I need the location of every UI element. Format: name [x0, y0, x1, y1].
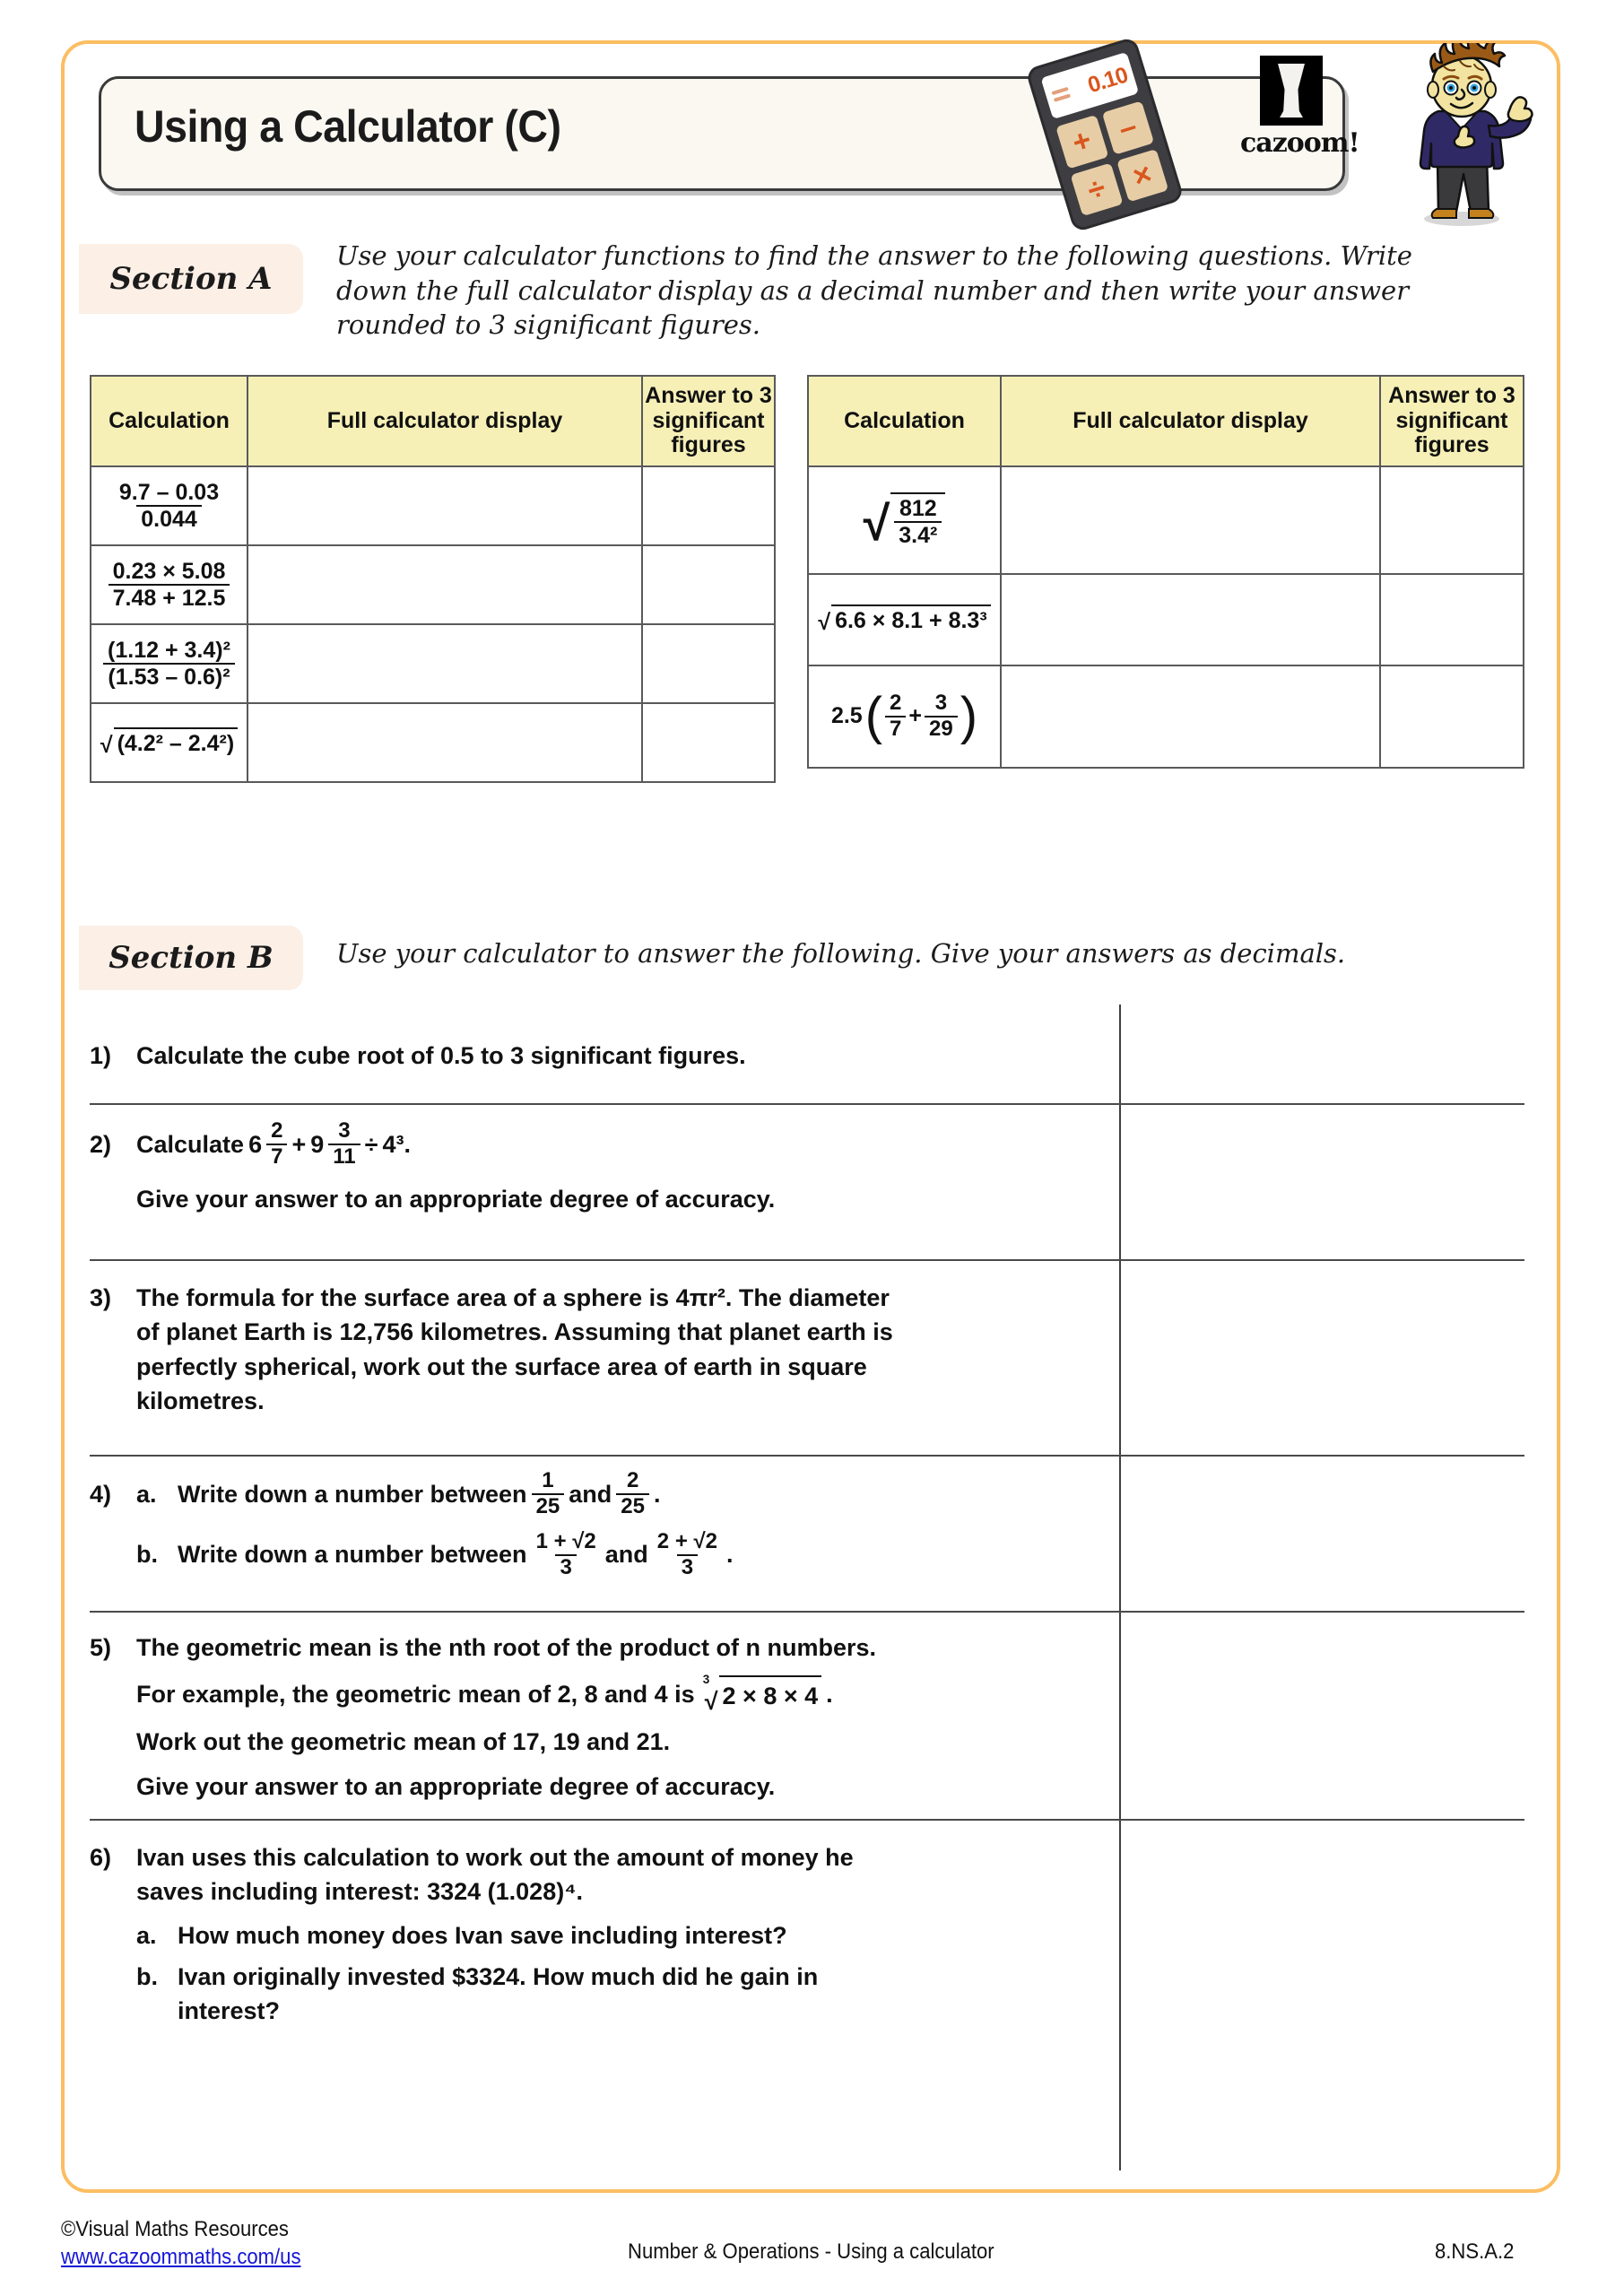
column-header-calculation: Calculation: [91, 376, 248, 466]
calculator-display-value: 0.10: [1084, 62, 1131, 98]
page-footer: [0, 2215, 1624, 2296]
section-a-label: Section A: [79, 244, 303, 314]
answer-cell-full-display[interactable]: [1001, 574, 1380, 665]
joiner-text: and: [604, 1541, 648, 1569]
trailing-period: .: [826, 1681, 833, 1709]
question-text-line-2: of planet Earth is 12,756 kilometres. Assuming that planet earth is: [136, 1318, 893, 1346]
question-text: How much money does Ivan save including interest?: [178, 1921, 787, 1949]
question-row-2: [90, 1105, 1524, 1261]
copyright-text: ©Visual Maths Resources: [61, 2217, 289, 2241]
question-text: Ivan originally invested $3324. How much did he gain in: [178, 1962, 819, 1990]
question-text-line-4: kilometres.: [136, 1387, 265, 1414]
question-row-3: [90, 1261, 1524, 1457]
question-text-line-1: The geometric mean is the nth root of the product of n numbers.: [136, 1634, 877, 1661]
fraction-numerator: 1: [542, 1468, 554, 1492]
fraction-numerator: (1.12 + 3.4)²: [108, 637, 230, 663]
fraction-numerator: 0.23 × 5.08: [112, 558, 226, 584]
fraction-denominator: 3: [677, 1554, 698, 1580]
question-text-line-2: For example, the geometric mean of 2, 8 and 4 is: [136, 1681, 695, 1709]
table-header-row: [808, 376, 1524, 466]
table-row: [808, 665, 1524, 768]
answer-cell-full-display[interactable]: [248, 624, 642, 703]
calculation-cell: [91, 545, 248, 624]
answer-cell-full-display[interactable]: [1001, 665, 1380, 768]
fraction-denominator: 3: [555, 1554, 576, 1580]
equals-icon: [1051, 87, 1071, 102]
column-header-3sf: Answer to 3 significant figures: [1380, 376, 1524, 466]
fraction-denominator: 3.4²: [894, 521, 942, 548]
answer-cell-3sf[interactable]: [642, 703, 775, 782]
calculation-cell: [91, 703, 248, 782]
power-term: 4³.: [382, 1130, 411, 1158]
fraction-denominator: 7: [885, 716, 906, 742]
table-row: [91, 466, 775, 545]
answer-cell-full-display[interactable]: [248, 545, 642, 624]
answer-cell-full-display[interactable]: [1001, 466, 1380, 574]
section-b-label: Section B: [79, 926, 303, 990]
section-a-right-table: [807, 375, 1524, 769]
fraction-denominator: 25: [616, 1493, 649, 1519]
fraction-denominator: 25: [532, 1493, 565, 1519]
fraction-numerator: 3: [934, 690, 948, 715]
table-row: [91, 624, 775, 703]
section-b-questions: [90, 1004, 1524, 2025]
question-row-4: [90, 1457, 1524, 1613]
calculator-body: [1025, 36, 1185, 232]
question-text-line-1: Ivan uses this calculation to work out the amount of money he: [136, 1844, 854, 1871]
question-number: 2): [90, 1130, 112, 1158]
subquestion-label-a: a.: [136, 1480, 157, 1508]
table-row: [91, 545, 775, 624]
operator: +: [908, 703, 923, 728]
minus-key-icon: –: [1101, 100, 1154, 154]
calculator-icon: [1025, 36, 1185, 232]
column-header-full-display: Full calculator display: [1001, 376, 1380, 466]
question-text-continued: interest?: [178, 1997, 281, 2025]
footer-left: [61, 2215, 301, 2271]
section-a-left-table: [90, 375, 776, 783]
table-header-row: [91, 376, 775, 466]
fraction-numerator: 2: [626, 1468, 639, 1492]
question-number: 1): [90, 1042, 112, 1069]
cazoom-logo: [1240, 56, 1359, 168]
subquestion-label-a: a.: [136, 1921, 157, 1949]
section-b-instructions: Use your calculator to answer the following. Give your answers as decimals.: [336, 938, 1346, 969]
answer-cell-3sf[interactable]: [1380, 665, 1524, 768]
question-lead-text: Calculate: [136, 1130, 245, 1158]
divide-key-icon: ÷: [1070, 162, 1123, 216]
column-header-calculation: Calculation: [808, 376, 1001, 466]
question-row-5: [90, 1613, 1524, 1821]
fraction-denominator: 29: [925, 716, 958, 742]
fraction-denominator: 7: [266, 1144, 287, 1170]
radicand: (4.2² – 2.4²): [114, 727, 239, 757]
fraction-denominator: 7.48 + 12.5: [109, 584, 230, 611]
calculation-cell: 2.5 ( $\frac{2}{7}$ + $\frac{3}{29}$ ): [808, 665, 1001, 768]
question-row-6: [90, 1821, 1524, 2025]
calculation-cell: [808, 574, 1001, 665]
question-text: Calculate the cube root of 0.5 to 3 significant figures.: [136, 1042, 746, 1069]
table-row: [91, 703, 775, 782]
answer-cell-full-display[interactable]: [248, 466, 642, 545]
trailing-period: .: [726, 1541, 734, 1569]
question-text-line-4: Give your answer to an appropriate degree of accuracy.: [136, 1772, 776, 1800]
footer-standard-code: 8.NS.A.2: [1435, 2239, 1515, 2264]
radicand: 2 × 8 × 4: [719, 1675, 822, 1713]
table-row: [808, 466, 1524, 574]
fraction-numerator: 3: [338, 1118, 351, 1143]
section-a-instructions: Use your calculator functions to find the answer to the following questions. Write down the full calculator display as a decimal number and then write your answer rounded to 3 significant figures.: [336, 240, 1412, 341]
question-number: 4): [90, 1480, 112, 1508]
question-number: 5): [90, 1634, 112, 1661]
question-text-line-1: The formula for the surface area of a sphere is 4πr². The diameter: [136, 1284, 890, 1311]
operator-plus: +: [291, 1130, 307, 1158]
question-text-line-3: perfectly spherical, work out the surface area of earth in square: [136, 1352, 867, 1380]
subquestion-label-b: b.: [136, 1962, 158, 1990]
page-title: Using a Calculator (C): [135, 101, 561, 152]
table-row: [808, 574, 1524, 665]
question-text: Write down a number between: [178, 1541, 527, 1569]
radicand: 6.6 × 8.1 + 8.3³: [831, 604, 991, 634]
fraction-numerator: 2: [890, 690, 902, 715]
question-row-1: [90, 1004, 1524, 1105]
fraction-numerator: 2 + √2: [656, 1528, 718, 1553]
question-number: 6): [90, 1844, 112, 1871]
fraction-numerator: 2: [271, 1118, 283, 1143]
cazoom-wordmark: cazoom!: [1240, 127, 1359, 159]
fraction-denominator: 11: [328, 1144, 360, 1170]
question-text-line-2: saves including interest: 3324 (1.028)⁴.: [136, 1878, 584, 1906]
whole-number-2: 9: [310, 1130, 325, 1158]
multiply-key-icon: ×: [1116, 149, 1169, 203]
cazoom-hourglass-icon: [1260, 56, 1323, 126]
answer-cell-3sf[interactable]: [642, 624, 775, 703]
column-header-3sf: Answer to 3 significant figures: [642, 376, 775, 466]
boy-mascot-illustration: [1388, 43, 1536, 227]
answer-cell-3sf[interactable]: [1380, 574, 1524, 665]
joiner-text: and: [569, 1480, 612, 1508]
square-root-icon: √ (4.2² – 2.4²): [100, 727, 238, 757]
answer-cell-3sf[interactable]: [1380, 466, 1524, 574]
calculation-cell: [91, 466, 248, 545]
calculator-keypad: [1055, 100, 1168, 216]
footer-topic: Number & Operations - Using a calculator: [628, 2239, 994, 2264]
fraction-numerator: 9.7 – 0.03: [118, 479, 220, 505]
trailing-period: .: [653, 1480, 661, 1508]
answer-cell-3sf[interactable]: [642, 545, 775, 624]
plus-key-icon: +: [1055, 115, 1108, 169]
whole-number-1: 6: [248, 1130, 263, 1158]
answer-cell-3sf[interactable]: [642, 466, 775, 545]
cazoom-website-link[interactable]: www.cazoommaths.com/us: [61, 2245, 301, 2270]
answer-cell-full-display[interactable]: [248, 703, 642, 782]
square-root-icon: √ $\frac{812}{\text{3.4²}}$: [864, 492, 946, 548]
root-index: 3: [702, 1673, 710, 1687]
subquestion-label-b: b.: [136, 1541, 158, 1569]
column-header-full-display: Full calculator display: [248, 376, 642, 466]
operator-divide: ÷: [364, 1130, 378, 1158]
question-number: 3): [90, 1284, 112, 1311]
fraction-denominator: 0.044: [136, 505, 202, 532]
fraction-denominator: (1.53 – 0.6)²: [103, 663, 234, 690]
fraction-numerator: 1 + √2: [535, 1528, 596, 1553]
calculation-cell: [91, 624, 248, 703]
coefficient: 2.5: [830, 703, 863, 728]
question-text: Write down a number between: [178, 1480, 527, 1508]
calculation-cell: [808, 466, 1001, 574]
cube-root-icon: 3 √ 2 × 8 × 4: [705, 1675, 821, 1713]
question-text-line-3: Work out the geometric mean of 17, 19 and 21.: [136, 1727, 671, 1755]
fraction-numerator: 812: [899, 495, 937, 521]
question-text: Give your answer to an appropriate degree of accuracy.: [136, 1185, 776, 1213]
square-root-icon: √ 6.6 × 8.1 + 8.3³: [818, 604, 990, 634]
